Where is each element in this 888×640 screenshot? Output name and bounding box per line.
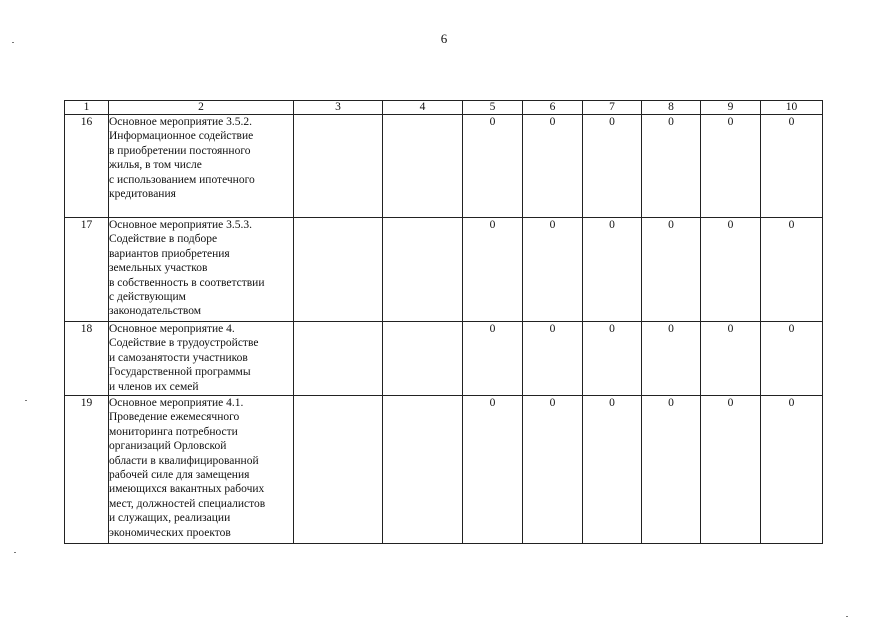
- column-header: 4: [383, 101, 463, 115]
- value-cell: 0: [523, 218, 583, 322]
- column-header: 7: [583, 101, 642, 115]
- activity-name-line: рабочей силе для замещения: [109, 469, 250, 482]
- value-cell: 0: [523, 396, 583, 544]
- column-header: 1: [65, 101, 109, 115]
- activity-name-line: с действующим: [109, 291, 186, 304]
- value-cell: 0: [583, 396, 642, 544]
- activity-name-line: экономических проектов: [109, 526, 231, 539]
- value-cell: 0: [463, 396, 523, 544]
- activity-name-line: жилья, в том числе: [109, 159, 202, 172]
- activity-name-line: земельных участков: [109, 262, 208, 275]
- value-cell: 0: [761, 218, 823, 322]
- table-row: [65, 115, 823, 218]
- column-header: 5: [463, 101, 523, 115]
- table-row: [65, 218, 823, 322]
- activity-name-line: Информационное содействие: [109, 130, 254, 143]
- row-number: 17: [65, 218, 109, 322]
- col4-cell: [383, 396, 463, 544]
- value-cell: 0: [463, 218, 523, 322]
- program-activities-table: [64, 100, 823, 544]
- page-number: 6: [440, 31, 448, 46]
- col4-cell: [383, 115, 463, 218]
- activity-name-line: вариантов приобретения: [109, 247, 230, 260]
- value-cell: 0: [761, 115, 823, 218]
- activity-name-line: и самозанятости участников: [109, 351, 248, 364]
- value-cell: 0: [583, 218, 642, 322]
- value-cell: 0: [583, 322, 642, 396]
- activity-name-line: мест, должностей специалистов: [109, 497, 266, 510]
- activity-name-line: в собственность в соответствии: [109, 276, 265, 289]
- column-header: 2: [109, 101, 294, 115]
- value-cell: 0: [761, 322, 823, 396]
- value-cell: 0: [701, 115, 761, 218]
- col4-cell: [383, 322, 463, 396]
- activity-name-line: и членов их семей: [109, 380, 199, 393]
- column-header: 3: [294, 101, 383, 115]
- activity-name-line: Основное мероприятие 4.: [109, 323, 235, 335]
- row-number: 18: [65, 322, 109, 396]
- value-cell: 0: [701, 218, 761, 322]
- activity-name-line: организаций Орловской: [109, 440, 227, 453]
- table-row: [65, 322, 823, 396]
- activity-name: [109, 115, 294, 218]
- row-number: 16: [65, 115, 109, 218]
- value-cell: 0: [463, 115, 523, 218]
- scan-speck: [846, 616, 848, 617]
- column-header: 6: [523, 101, 583, 115]
- col3-cell: [294, 218, 383, 322]
- activity-name-line: Основное мероприятие 3.5.2.: [109, 116, 253, 128]
- col4-cell: [383, 218, 463, 322]
- value-cell: 0: [642, 396, 701, 544]
- scan-speck: [14, 552, 16, 553]
- activity-name-line: Основное мероприятие 3.5.3.: [109, 219, 253, 231]
- col3-cell: [294, 115, 383, 218]
- col3-cell: [294, 396, 383, 544]
- activity-name-line: законодательством: [109, 305, 202, 318]
- activity-name-line: имеющихся вакантных рабочих: [109, 483, 265, 496]
- column-header: 8: [642, 101, 701, 115]
- value-cell: 0: [701, 396, 761, 544]
- activity-name: [109, 396, 294, 544]
- activity-name-line: мониторинга потребности: [109, 425, 238, 438]
- value-cell: 0: [642, 115, 701, 218]
- value-cell: 0: [523, 322, 583, 396]
- value-cell: 0: [701, 322, 761, 396]
- activity-name-line: Государственной программы: [109, 366, 251, 379]
- activity-name-line: и служащих, реализации: [109, 512, 231, 525]
- activity-name-line: Основное мероприятие 4.1.: [109, 397, 244, 409]
- activity-name: [109, 218, 294, 322]
- value-cell: 0: [642, 218, 701, 322]
- activity-name-line: Содействие в подборе: [109, 233, 218, 246]
- activity-name-line: с использованием ипотечного: [109, 173, 255, 186]
- activity-name-line: области в квалифицированной: [109, 454, 259, 467]
- activity-name-line: кредитования: [109, 188, 176, 201]
- activity-name-line: Содействие в трудоустройстве: [109, 337, 259, 350]
- col3-cell: [294, 322, 383, 396]
- column-number-header-row: [65, 101, 823, 115]
- value-cell: 0: [583, 115, 642, 218]
- value-cell: 0: [523, 115, 583, 218]
- table-row: [65, 396, 823, 544]
- scan-speck: [25, 400, 27, 401]
- value-cell: 0: [463, 322, 523, 396]
- activity-name: [109, 322, 294, 396]
- activity-name-line: Проведение ежемесячного: [109, 411, 240, 424]
- column-header: 9: [701, 101, 761, 115]
- value-cell: 0: [761, 396, 823, 544]
- value-cell: 0: [642, 322, 701, 396]
- column-header: 10: [761, 101, 823, 115]
- scan-speck: [12, 42, 14, 43]
- row-number: 19: [65, 396, 109, 544]
- activity-name-line: в приобретении постоянного: [109, 144, 251, 157]
